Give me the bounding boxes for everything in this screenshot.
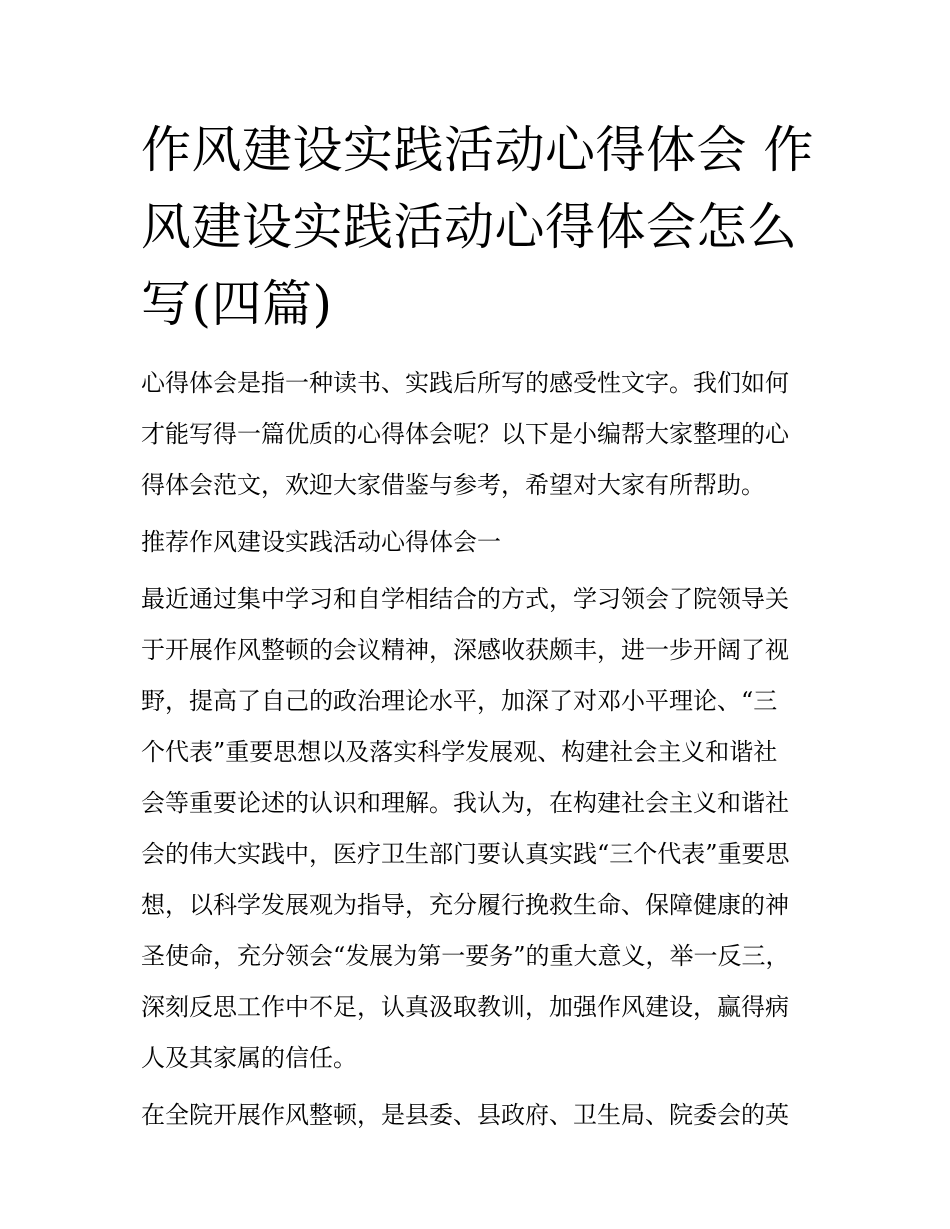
text-line: 会等重要论述的认识和理解。我认为，在构建社会主义和谐社 [141, 789, 789, 817]
document-title [141, 112, 821, 343]
text-line: 野，提高了自己的政治理论水平，加深了对邓小平理论、“三 [141, 687, 778, 715]
text-line: 得体会范文，欢迎大家借鉴与参考，希望对大家有所帮助。 [141, 471, 765, 499]
text-line: 个代表”重要思想以及落实科学发展观、构建社会主义和谐社 [141, 738, 778, 766]
text-line: 最近通过集中学习和自学相结合的方式，学习领会了院领导关 [141, 585, 789, 613]
text-line: 深刻反思工作中不足，认真汲取教训，加强作风建设，赢得病 [141, 993, 789, 1021]
title-line: 写(四篇) [141, 275, 333, 333]
text-line: 想，以科学发展观为指导，充分履行挽救生命、保障健康的神 [141, 891, 789, 919]
text-line: 于开展作风整顿的会议精神，深感收获颇丰，进一步开阔了视 [141, 636, 789, 664]
text-line: 在全院开展作风整顿，是县委、县政府、卫生局、院委会的英 [141, 1101, 789, 1129]
text-line: 心得体会是指一种读书、实践后所写的感受性文字。我们如何 [141, 369, 789, 397]
section-heading: 推荐作风建设实践活动心得体会一 [141, 528, 501, 556]
intro-paragraph [141, 358, 821, 511]
text-line: 才能写得一篇优质的心得体会呢？以下是小编帮大家整理的心 [141, 420, 789, 448]
document-body [141, 358, 821, 1147]
body-paragraph-1 [141, 574, 821, 1084]
text-line: 会的伟大实践中，医疗卫生部门要认真实践“三个代表”重要思 [141, 840, 790, 868]
title-line: 作风建设实践活动心得体会 作 [141, 121, 814, 179]
text-line: 人及其家属的信任。 [141, 1044, 357, 1072]
body-paragraph-2 [141, 1090, 821, 1141]
title-line: 风建设实践活动心得体会怎么 [141, 198, 798, 256]
text-line: 圣使命，充分领会“发展为第一要务”的重大意义，举一反三， [141, 942, 790, 970]
